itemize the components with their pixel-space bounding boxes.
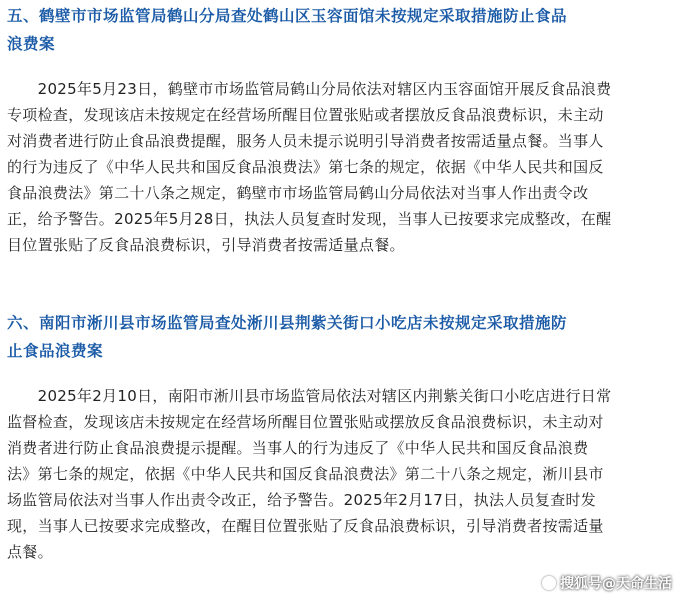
body-line: 监督检查，发现该店未按规定在经营场所醒目位置张贴或摆放反食品浪费标识，未主动对: [7, 413, 604, 431]
heading-line: 五、鹤壁市市场监管局鹤山分局查处鹤山区玉容面馆未按规定采取措施防止食品: [7, 7, 568, 25]
heading-line: 六、南阳市淅川县市场监管局查处淅川县荆紫关街口小吃店未按规定采取措施防: [7, 314, 568, 332]
body-line: 消费者进行防止食品浪费提示提醒。当事人的行为违反了《中华人民共和国反食品浪费: [7, 439, 589, 457]
section-heading-5: [7, 2, 677, 58]
sohu-logo-icon: [542, 576, 556, 590]
watermark-text: 搜狐号@天命生活: [560, 576, 672, 592]
body-line: 2025年5月23日，鹤壁市市场监管局鹤山分局依法对辖区内玉容面馆开展反食品浪费: [7, 80, 612, 98]
section-body-5: [7, 76, 679, 258]
body-line: 法》第七条的规定，依据《中华人民共和国反食品浪费法》第二十八条之规定，淅川县市: [7, 465, 604, 483]
body-line: 2025年2月10日，南阳市淅川县市场监管局依法对辖区内荆紫关街口小吃店进行日常: [7, 387, 612, 405]
body-line: 场监管局依法对当事人作出责令改正，给予警告。2025年2月17日，执法人员复查时发: [7, 491, 597, 509]
body-line: 专项检查，发现该店未按规定在经营场所醒目位置张贴或者摆放反食品浪费标识，未主动: [7, 106, 604, 124]
body-line: 点餐。: [7, 543, 53, 561]
body-line: 的行为违反了《中华人民共和国反食品浪费法》第七条的规定，依据《中华人民共和国反: [7, 158, 604, 176]
body-line: 对消费者进行防止食品浪费提醒，服务人员未提示说明引导消费者按需适量点餐。当事人: [7, 132, 604, 150]
body-line: 目位置张贴了反食品浪费标识，引导消费者按需适量点餐。: [7, 236, 405, 254]
body-line: 现，当事人已按要求完成整改，在醒目位置张贴了反食品浪费标识，引导消费者按需适量: [7, 517, 604, 535]
heading-line: 止食品浪费案: [7, 342, 104, 360]
body-line: 食品浪费法》第二十八条之规定，鹤壁市市场监管局鹤山分局依法对当事人作出责令改: [7, 184, 589, 202]
section-heading-6: [7, 309, 677, 365]
heading-line: 浪费案: [7, 35, 56, 53]
sohu-watermark: [542, 573, 672, 593]
section-body-6: [7, 383, 679, 565]
body-line: 正，给予警告。2025年5月28日，执法人员复查时发现，当事人已按要求完成整改，在醒: [7, 210, 612, 228]
